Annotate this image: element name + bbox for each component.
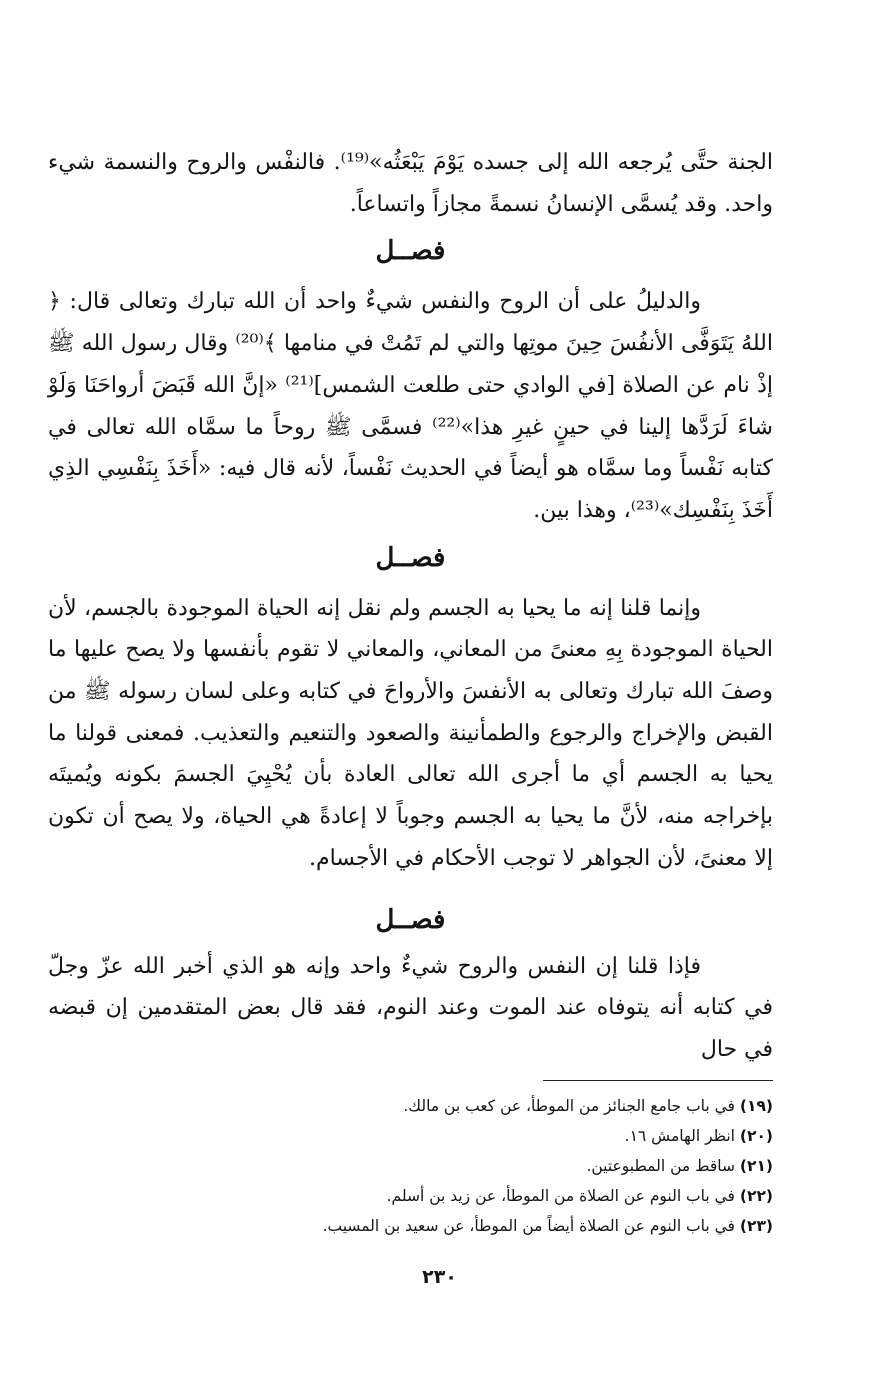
footnote-number: (٢٠) xyxy=(739,1127,773,1145)
footnote-text: ساقط من المطبوعتين. xyxy=(586,1157,735,1175)
paragraph-2: والدليلُ على أن الروح والنفس شيءٌ واحد أن الله تبارك وتعالى قال: ﴿ اللهُ يَتَوَفَّى الأنفُسَ حِينَ موتِها والتي لم تَمُتْ في منامها ﴾⁽²⁰⁾ وقال رسول الله ﷺ إذْ نام عن الصلاة [في الوادي حتى طلعت الشمس]⁽²¹⁾ «إنَّ الله قَبَضَ أرواحَنَا وَلَوْ شاءَ لَرَدَّها إلينا في حينٍ غيرِ هذا»⁽²²⁾ فسمَّى ﷺ روحاً ما سمَّاه الله تعالى في كتابه نَفْساً وما سمَّاه هو أيضاً في الحديث نَفْساً، لأنه قال فيه: «أَخَذَ بِنَفْسِي الذِي أَخَذَ بِنَفْسِك»⁽²³⁾، وهذا بين. xyxy=(48,289,773,523)
paragraph-1: الجنة حتَّى يُرجعه الله إلى جسده يَوْمَ يَبْعَثُه»⁽¹⁹⁾. فالنفْس والروح والنسمة شيء واحد. وقد يُسمَّى الإنسانُ نسمةً مجازاً واتساعاً. xyxy=(48,150,774,217)
footnote-number: (٢١) xyxy=(739,1157,773,1175)
footnote-number: (١٩) xyxy=(739,1097,773,1115)
footnote-number: (٢٢) xyxy=(739,1187,773,1205)
section-heading-1: فصــل xyxy=(375,236,446,267)
footnotes xyxy=(48,1080,773,1241)
footnote-divider xyxy=(543,1080,773,1081)
page-number: ٢٣٠ xyxy=(422,1266,457,1288)
footnote-22 xyxy=(48,1181,773,1211)
footnote-text: في باب جامع الجنائز من الموطأ، عن كعب بن مالك. xyxy=(403,1097,735,1115)
footnote-number: (٢٣) xyxy=(739,1217,773,1235)
footnote-text: في باب النوم عن الصلاة أيضاً من الموطأ، عن سعيد بن المسيب. xyxy=(322,1217,735,1235)
footnote-21 xyxy=(48,1151,773,1181)
paragraph-4: فإذا قلنا إن النفس والروح شيءٌ واحد وإنه هو الذي أخبر الله عزّ وجلّ في كتابه أنه يتوفاه عند الموت وعند النوم، فقد قال بعض المتقدمين إن قبضه في حال xyxy=(48,953,773,1062)
section-heading-2: فصــل xyxy=(375,542,446,573)
footnote-text: في باب النوم عن الصلاة من الموطأ، عن زيد بن أسلم. xyxy=(386,1187,735,1205)
footnote-text: انظر الهامش ١٦. xyxy=(624,1127,735,1145)
page-body xyxy=(48,130,773,1071)
paragraph-3: وإنما قلنا إنه ما يحيا به الجسم ولم نقل إنه الحياة الموجودة بالجسم، لأن الحياة الموجودة بِهِ معنىً من المعاني، والمعاني لا تقوم بأنفسها ولا يصح عليها ما وصفَ الله تبارك وتعالى به الأنفسَ والأرواحَ في كتابه وعلى لسان رسوله ﷺ من القبض والإخراج والرجوع والطمأنينة والصعود والتنعيم والتعذيب. فمعنى قولنا ما يحيا به الجسم أي ما أجرى الله تعالى العادة بأن يُحْيِيَ الجسمَ بكونه ويُميتَه بإخراجه منه، لأنَّ ما يحيا به الجسم وجوباً لا إعادةً هي الحياة، ولا يصح أن تكون إلا معنىً، لأن الجواهر لا توجب الأحكام في الأجسام. xyxy=(48,595,774,871)
footnote-23 xyxy=(48,1211,773,1241)
section-heading-3: فصــل xyxy=(375,904,446,935)
footnote-20 xyxy=(48,1121,773,1151)
footnote-19 xyxy=(48,1091,773,1121)
